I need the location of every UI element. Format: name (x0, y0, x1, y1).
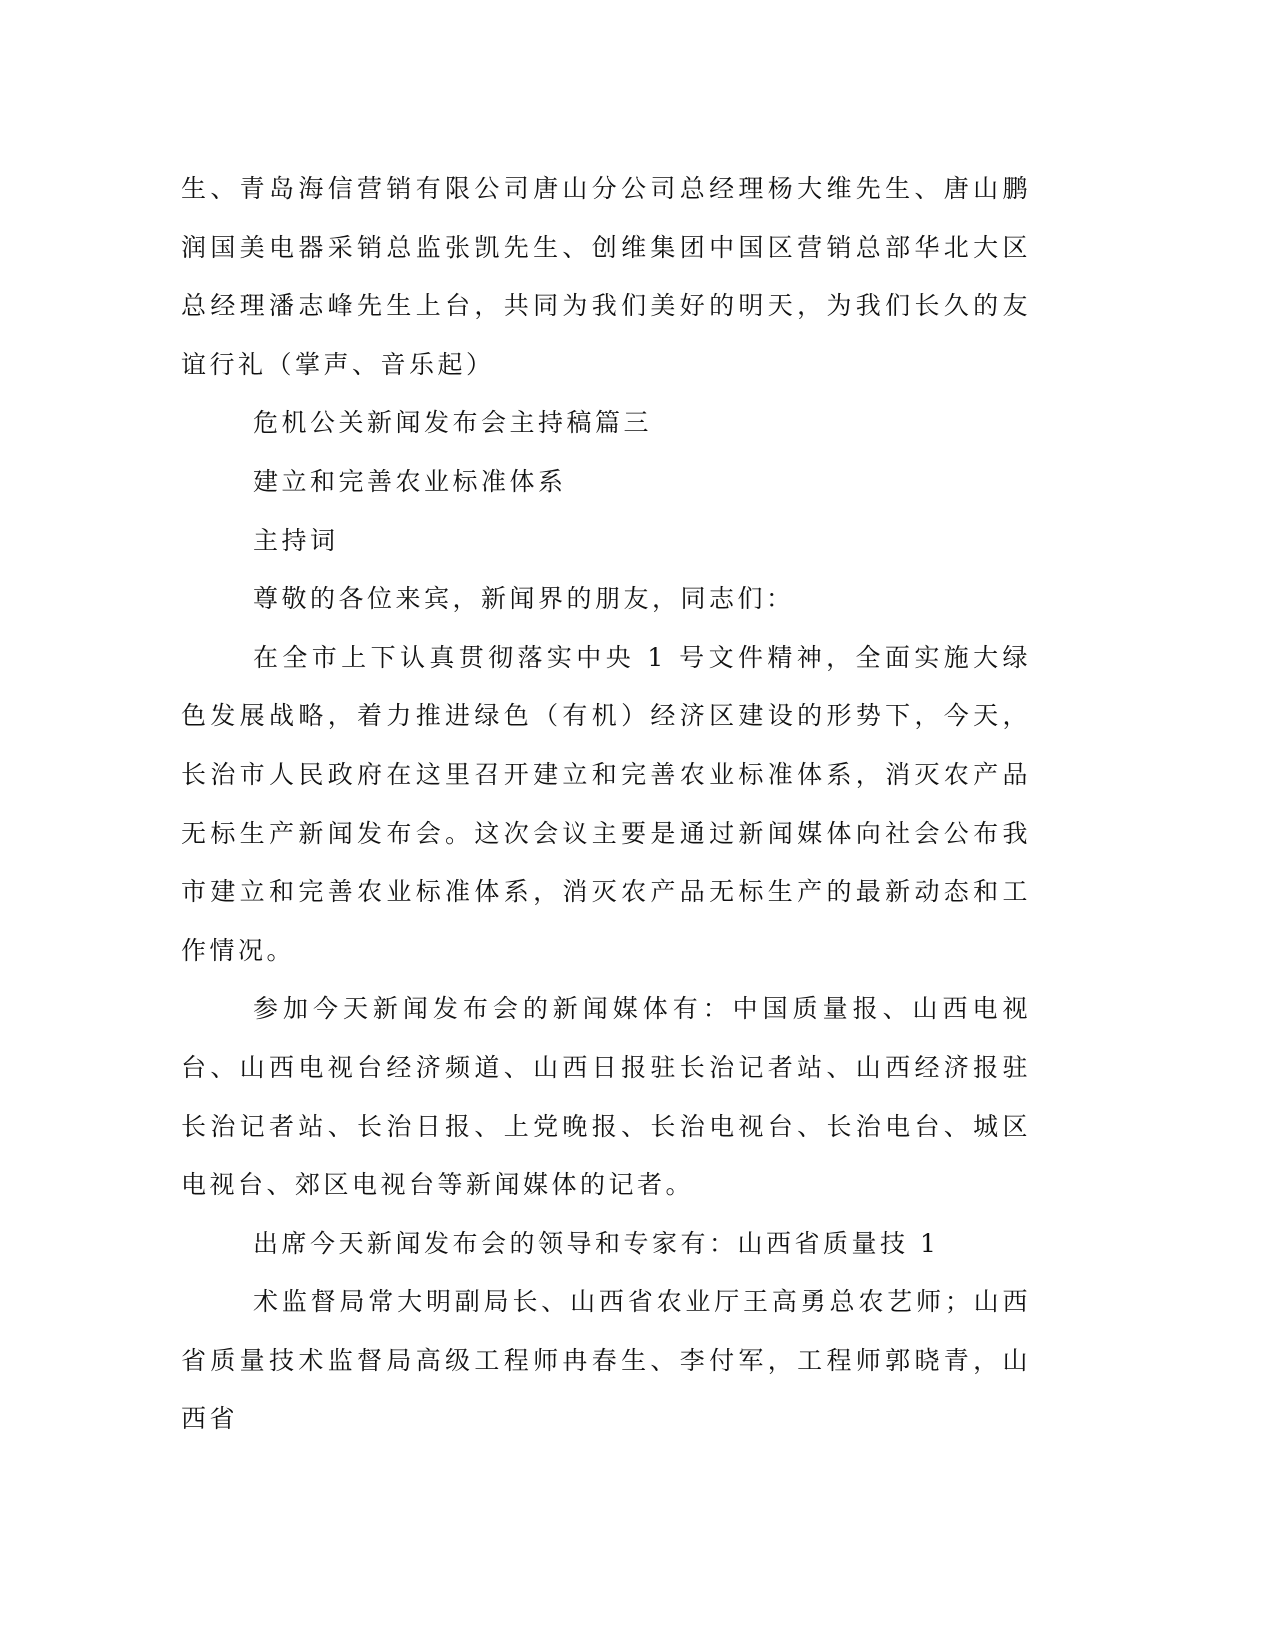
paragraph-background: 在全市上下认真贯彻落实中央 1 号文件精神，全面实施大绿色发展战略，着力推进绿色（有机）经济区建设的形势下，今天，长治市人民政府在这里召开建立和完善农业标准体系，消灭农产品无标生产新闻发布会。这次会议主要是通过新闻媒体向社会公布我市建立和完善农业标准体系，消灭农产品无标生产的最新动态和工作情况。 (181, 642, 1031, 965)
greeting-paragraph: 尊敬的各位来宾，新闻界的朋友，同志们： (253, 584, 795, 614)
section-title: 危机公关新闻发布会主持稿篇三 (253, 408, 653, 438)
paragraph-1: 生、青岛海信营销有限公司唐山分公司总经理杨大维先生、唐山鹏润国美电器采销总监张凯先生、创维集团中国区营销总部华北大区总经理潘志峰先生上台，共同为我们美好的明天，为我们长久的友谊行礼（掌声、音乐起） (181, 174, 1031, 379)
document-body (181, 160, 1031, 1449)
paragraph-attendees-list: 术监督局常大明副局长、山西省农业厅王高勇总农艺师；山西省质量技术监督局高级工程师冉春生、李付军，工程师郭晓青，山西省 (181, 1287, 1031, 1434)
paragraph-media-list: 参加今天新闻发布会的新闻媒体有：中国质量报、山西电视台、山西电视台经济频道、山西日报驻长治记者站、山西经济报驻长治记者站、长治日报、上党晚报、长治电视台、长治电台、城区电视台、郊区电视台等新闻媒体的记者。 (181, 994, 1031, 1200)
paragraph-attendees-intro: 出席今天新闻发布会的领导和专家有：山西省质量技 1 (253, 1228, 940, 1258)
topic-heading: 建立和完善农业标准体系 (253, 466, 567, 496)
host-speech-label: 主持词 (253, 525, 339, 555)
